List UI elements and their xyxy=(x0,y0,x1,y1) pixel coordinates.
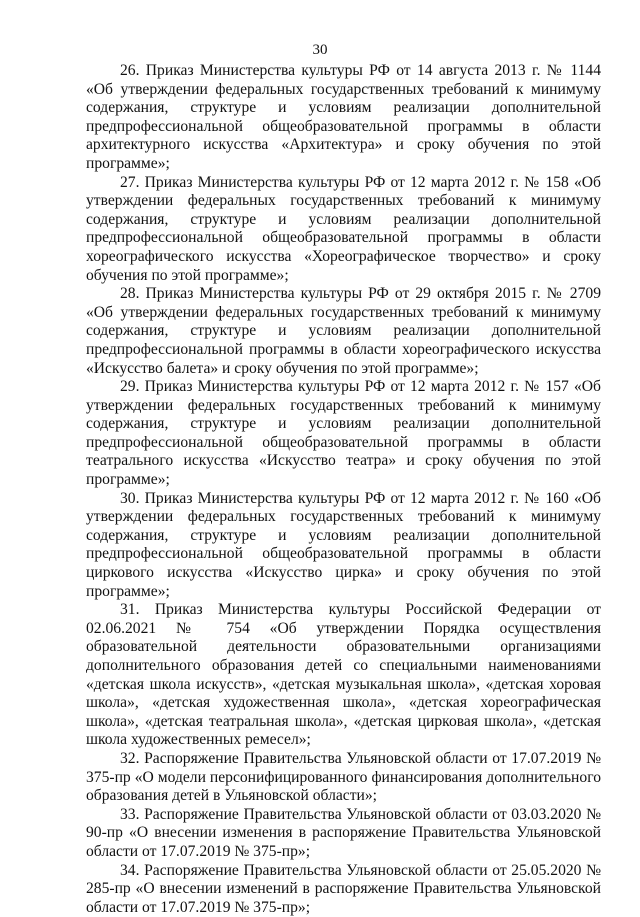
list-item-31: 31. Приказ Министерства культуры Российской Федерации от 02.06.2021 № 754 «Об утверждении Порядка осуществления образовательной деятельности образовательными организациями дополнительного образования детей со специальными наименованиями «детская школа искусств», «детская музыкальная школа», «детская хоровая школа», «детская художественная школа», «детская хореографическая школа», «детская театральная школа», «детская цирковая школа», «детская школа художественных ремесел»; xyxy=(86,601,601,749)
list-item-34: 34. Распоряжение Правительства Ульяновской области от 25.05.2020 № 285-пр «О внесении изменений в распоряжение Правительства Ульяновской области от 17.07.2019 № 375-пр»; xyxy=(86,861,601,916)
list-item-30: 30. Приказ Министерства культуры РФ от 12 марта 2012 г. № 160 «Об утверждении федеральных государственных требований к минимуму содержания, структуре и условиям реализации дополнительной предпрофессиональной общеобразовательной программы в области циркового искусства «Искусство цирка» и сроку обучения по этой программе»; xyxy=(86,489,601,600)
regulations-list xyxy=(86,62,601,917)
list-item-33: 33. Распоряжение Правительства Ульяновской области от 03.03.2020 № 90-пр «О внесении изменения в распоряжение Правительства Ульяновской области от 17.07.2019 № 375-пр»; xyxy=(86,805,601,860)
list-item-29: 29. Приказ Министерства культуры РФ от 12 марта 2012 г. № 157 «Об утверждении федеральных государственных требований к минимуму содержания, структуре и условиям реализации дополнительной предпрофессиональной общеобразовательной программы в области театрального искусства «Искусство театра» и сроку обучения по этой программе»; xyxy=(86,378,601,489)
page-number: 30 xyxy=(312,42,328,58)
list-item-27: 27. Приказ Министерства культуры РФ от 12 марта 2012 г. № 158 «Об утверждении федеральных государственных требований к минимуму содержания, структуре и условиям реализации дополнительной предпрофессиональной общеобразовательной программы в области хореографического искусства «Хореографическое творчество» и сроку обучения по этой программе»; xyxy=(86,173,601,284)
list-item-28: 28. Приказ Министерства культуры РФ от 29 октября 2015 г. № 2709 «Об утверждении федеральных государственных требований к минимуму содержания, структуре и условиям реализации дополнительной предпрофессиональной программы в области хореографического искусства «Искусство балета» и сроку обучения по этой программе»; xyxy=(86,285,601,377)
list-item-32: 32. Распоряжение Правительства Ульяновской области от 17.07.2019 № 375-пр «О модели персонифицированного финансирования дополнительного образования детей в Ульяновской области»; xyxy=(86,749,601,805)
list-item-26: 26. Приказ Министерства культуры РФ от 14 августа 2013 г. № 1144 «Об утверждении федеральных государственных требований к минимуму содержания, структуре и условиям реализации дополнительной предпрофессиональной общеобразовательной программы в области архитектурного искусства «Архитектура» и сроку обучения по этой программе»; xyxy=(86,62,601,172)
